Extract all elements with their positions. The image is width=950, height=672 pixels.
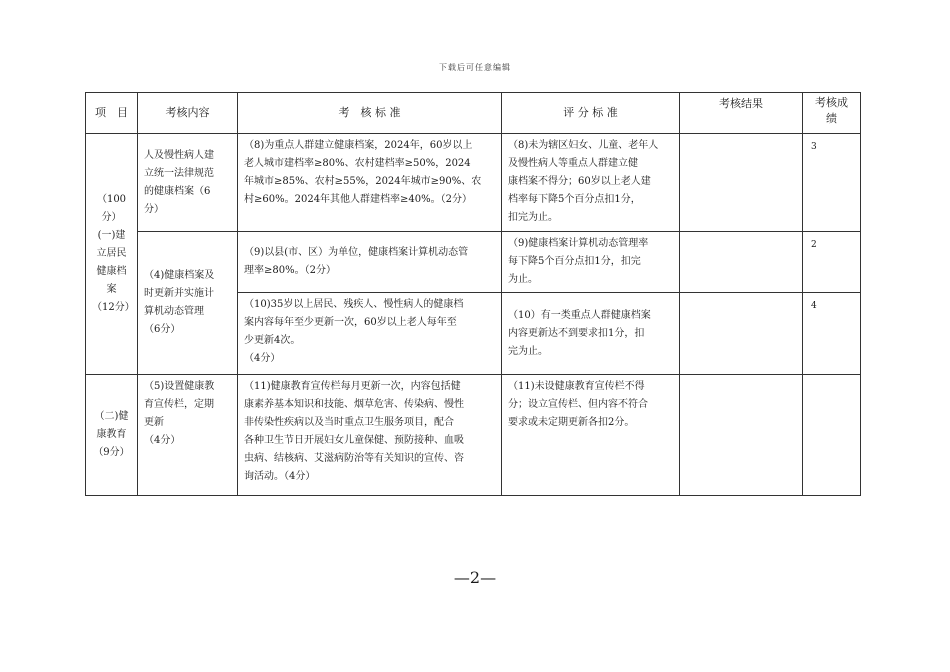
content-cell: （4)健康档案及 时更新并实施计 算机动态管理 （6分）: [138, 232, 238, 375]
section-label-health-records: （100 分） (一)建 立居民 健康档 案 （12分）: [86, 134, 138, 375]
scoring-cell: （8)未为辖区妇女、儿童、老年人 及慢性病人等重点人群建立健 康档案不得分；60岁以上老人建 档率每下降5个百分点扣1分， 扣完为止。: [502, 134, 680, 232]
table-row: [86, 232, 861, 293]
standard-cell: （11)健康教育宣传栏每月更新一次，内容包括健 康素养基本知识和技能、烟草危害、传染病、慢性 非传染性疾病以及当时重点卫生服务项目，配合 各种卫生节日开展妇女儿童保健、预防接种、血吸 虫病、结核病、艾滋病防治等有关知识的宣传、咨 询活动。（4分）: [238, 375, 502, 496]
scoring-cell: （11)未设健康教育宣传栏不得 分；设立宣传栏、但内容不符合 要求或未定期更新各扣2分。: [502, 375, 680, 496]
assessment-table: [85, 92, 861, 496]
result-cell[interactable]: [680, 293, 803, 375]
content-cell: 人及慢性病人建 立统一法律规范 的健康档案（6 分）: [138, 134, 238, 232]
score-cell: 4: [803, 293, 861, 375]
scoring-cell: （10）有一类重点人群健康档案 内容更新达不到要求扣1分，扣 完为止。: [502, 293, 680, 375]
result-cell[interactable]: [680, 375, 803, 496]
header-scoring: 评 分 标 准: [502, 93, 680, 134]
page-number: —2—: [453, 568, 497, 587]
score-cell: 3: [803, 134, 861, 232]
scoring-cell: （9)健康档案计算机动态管理率 每下降5个百分点扣1分，扣完 为止。: [502, 232, 680, 293]
score-cell: 2: [803, 232, 861, 293]
header-result: 考核结果: [680, 93, 803, 134]
content-cell: （5)设置健康教 育宣传栏，定期 更新 （4分）: [138, 375, 238, 496]
header-content: 考核内容: [138, 93, 238, 134]
table-row: [86, 375, 861, 496]
standard-cell: （10)35岁以上居民、残疾人、慢性病人的健康档 案内容每年至少更新一次，60岁以上老人每年至 少更新4次。 （4分）: [238, 293, 502, 375]
header-project: 项 目: [86, 93, 138, 134]
standard-cell: （8)为重点人群建立健康档案，2024年，60岁以上 老人城市建档率≥80%、农村建档率≥50%，2024 年城市≥85%、农村≥55%，2024年城市≥90%、农 村≥60%。2024年其他人群建档率≥40%。（2分）: [238, 134, 502, 232]
header-score: 考核成 绩: [803, 93, 861, 134]
header-standard: 考 核 标 准: [238, 93, 502, 134]
watermark-text: 下载后可任意编辑: [439, 63, 511, 72]
result-cell[interactable]: [680, 134, 803, 232]
table-row: [86, 134, 861, 232]
table-header-row: [86, 93, 861, 134]
standard-cell: （9)以县(市、区）为单位，健康档案计算机动态管 理率≥80%。（2分）: [238, 232, 502, 293]
score-cell: [803, 375, 861, 496]
section-label-health-education: （二)健 康教育 （9分）: [86, 375, 138, 496]
result-cell[interactable]: [680, 232, 803, 293]
